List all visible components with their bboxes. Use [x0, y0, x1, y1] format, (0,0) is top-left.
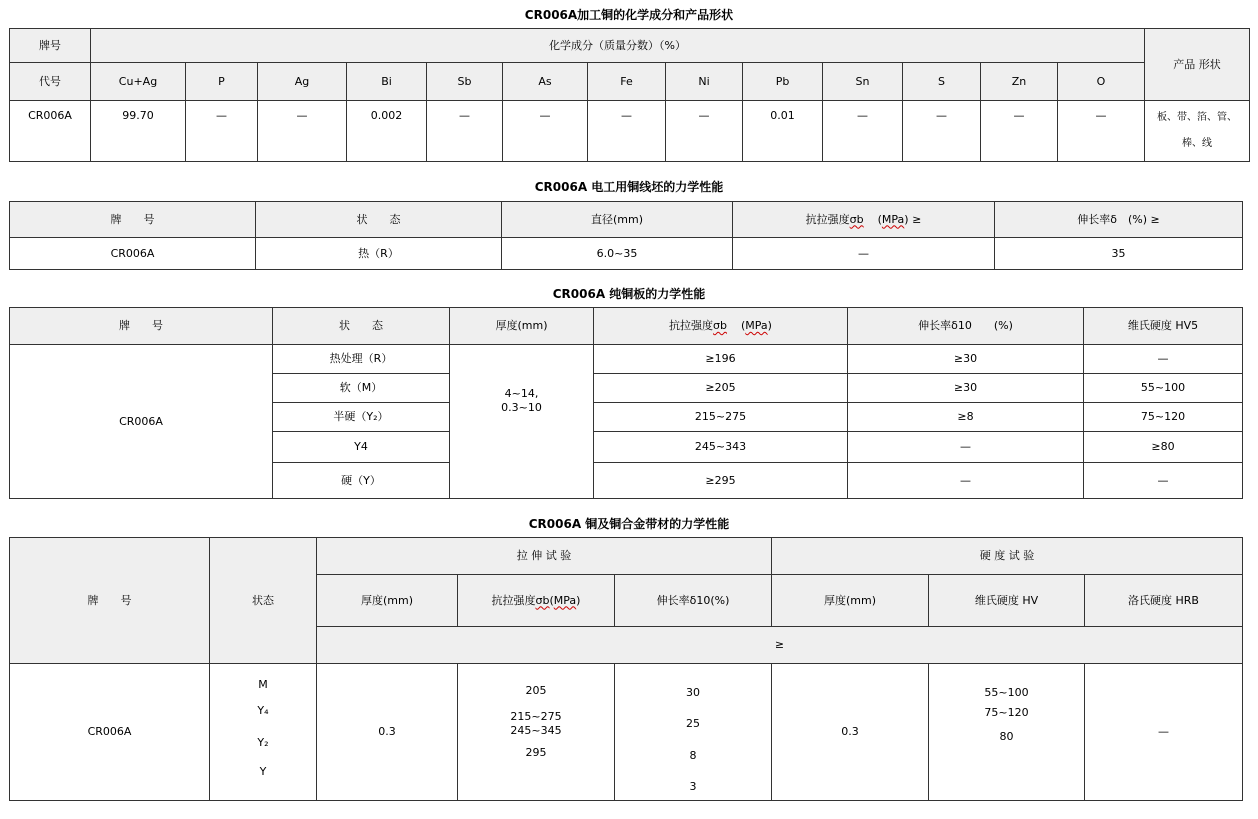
- elongation-cell: ≥30: [848, 374, 1084, 403]
- thickness-cell: 0.3: [772, 664, 929, 801]
- hardness-header: 维氏硬度 HV5: [1084, 308, 1243, 345]
- code-cell: CR006A: [10, 101, 91, 162]
- thickness-header: 厚度(mm): [317, 575, 458, 627]
- elongation-value: 25: [686, 717, 700, 730]
- copper-plate-properties-table: [9, 307, 1243, 499]
- geq-label: ≥: [912, 212, 922, 226]
- value-cell: —: [981, 101, 1058, 162]
- tensile-cell: 215~275: [594, 403, 848, 432]
- elongation-header: 伸长率δ10 (%): [848, 308, 1084, 345]
- tensile-cell: —: [733, 238, 995, 270]
- vickers-value: 80: [999, 730, 1014, 743]
- value-cell: —: [503, 101, 588, 162]
- state-value: M: [258, 678, 268, 691]
- state-cell: [210, 664, 317, 801]
- hardness-cell: ≥80: [1084, 432, 1243, 463]
- element-header: Fe: [588, 63, 666, 101]
- table2-title: CR006A 电工用铜线坯的力学性能: [534, 180, 724, 194]
- thickness-line: 4~14,: [504, 387, 539, 400]
- tensile-value: 215~275: [510, 710, 562, 723]
- table3-title: CR006A 纯铜板的力学性能: [552, 287, 706, 301]
- hardness-cell: —: [1084, 345, 1243, 374]
- unit-label: MPa: [553, 593, 577, 607]
- value-cell: 0.01: [743, 101, 823, 162]
- vickers-cell: [929, 664, 1085, 801]
- value-cell: 0.002: [347, 101, 427, 162]
- hardness-test-header: 硬 度 试 验: [772, 538, 1243, 575]
- tensile-cell: ≥295: [594, 463, 848, 499]
- table4-title: CR006A 铜及铜合金带材的力学性能: [528, 517, 730, 531]
- grade-cell: CR006A: [10, 664, 210, 801]
- value-cell: —: [1058, 101, 1145, 162]
- element-header: S: [903, 63, 981, 101]
- element-header: Cu+Ag: [91, 63, 186, 101]
- elongation-cell: [615, 664, 772, 801]
- value-cell: —: [588, 101, 666, 162]
- state-header: 状 态: [256, 202, 502, 238]
- tensile-cell: ≥196: [594, 345, 848, 374]
- vickers-value: 75~120: [984, 706, 1029, 719]
- state-cell: 硬（Y）: [273, 463, 450, 499]
- tensile-value: 245~345: [510, 724, 562, 737]
- strip-properties-table: [9, 537, 1243, 801]
- table-row: [10, 345, 1243, 374]
- diameter-cell: 6.0~35: [502, 238, 733, 270]
- elongation-value: 30: [686, 686, 700, 699]
- value-cell: 99.70: [91, 101, 186, 162]
- element-header: Sb: [427, 63, 503, 101]
- state-value: Y₂: [257, 736, 269, 749]
- element-header: P: [186, 63, 258, 101]
- minimum-marker: ≥: [317, 627, 1243, 664]
- element-header: Zn: [981, 63, 1058, 101]
- table-row: [10, 101, 1250, 162]
- elongation-header: 伸长率δ10(%): [615, 575, 772, 627]
- grade-cell: CR006A: [10, 238, 256, 270]
- value-cell: —: [186, 101, 258, 162]
- thickness-line: 0.3~10: [501, 401, 542, 414]
- state-value: Y: [259, 765, 267, 778]
- element-header: Ag: [258, 63, 347, 101]
- value-cell: —: [427, 101, 503, 162]
- element-header: As: [503, 63, 588, 101]
- grade-header: 牌 号: [10, 308, 273, 345]
- product-form-header: 产品 形状: [1145, 29, 1250, 101]
- thickness-header: 厚度(mm): [450, 308, 594, 345]
- elongation-header: 伸长率δ (%) ≥: [995, 202, 1243, 238]
- elongation-cell: 35: [995, 238, 1243, 270]
- element-header: Sn: [823, 63, 903, 101]
- elongation-value: 3: [689, 780, 697, 793]
- rockwell-header: 洛氏硬度 HRB: [1085, 575, 1243, 627]
- thickness-cell: [450, 345, 594, 499]
- tensile-header: 抗拉强度σb (MPa) ≥: [733, 202, 995, 238]
- value-cell: —: [823, 101, 903, 162]
- thickness-cell: 0.3: [317, 664, 458, 801]
- hardness-cell: 55~100: [1084, 374, 1243, 403]
- table-row: [10, 664, 1243, 801]
- elongation-value: 8: [689, 749, 697, 762]
- value-cell: —: [903, 101, 981, 162]
- element-header: Pb: [743, 63, 823, 101]
- product-form-cell: 板、带、箔、管、棒、线: [1145, 101, 1250, 162]
- table1-title: CR006A加工铜的化学成分和产品形状: [524, 8, 734, 22]
- code-header: 代号: [10, 63, 91, 101]
- grade-header: 牌 号: [10, 202, 256, 238]
- state-cell: 热（R）: [256, 238, 502, 270]
- tensile-value: 295: [525, 746, 547, 759]
- sigma-symbol: σb: [713, 319, 727, 332]
- tensile-value: 205: [525, 684, 547, 697]
- element-header: Bi: [347, 63, 427, 101]
- vickers-header: 维氏硬度 HV: [929, 575, 1085, 627]
- grade-header: 牌 号: [10, 538, 210, 664]
- grade-cell: CR006A: [10, 345, 273, 499]
- tension-test-header: 拉 伸 试 验: [317, 538, 772, 575]
- elongation-cell: ≥8: [848, 403, 1084, 432]
- elongation-cell: —: [848, 463, 1084, 499]
- tensile-label: 抗拉强度: [669, 319, 714, 332]
- sigma-symbol: σb: [535, 593, 550, 607]
- elongation-cell: —: [848, 432, 1084, 463]
- hardness-cell: —: [1084, 463, 1243, 499]
- unit-label: MPa: [881, 212, 905, 226]
- tensile-header: 抗拉强度σb(MPa): [458, 575, 615, 627]
- grade-header: 牌号: [10, 29, 91, 63]
- tensile-cell: 245~343: [594, 432, 848, 463]
- tensile-cell: ≥205: [594, 374, 848, 403]
- rockwell-cell: —: [1085, 664, 1243, 801]
- state-header: 状 态: [273, 308, 450, 345]
- tensile-header: 抗拉强度σb (MPa): [594, 308, 848, 345]
- tensile-cell: [458, 664, 615, 801]
- elongation-cell: ≥30: [848, 345, 1084, 374]
- wire-rod-properties-table: [9, 201, 1243, 270]
- hardness-cell: 75~120: [1084, 403, 1243, 432]
- state-cell: 半硬（Y₂）: [273, 403, 450, 432]
- thickness-header: 厚度(mm): [772, 575, 929, 627]
- element-header: O: [1058, 63, 1145, 101]
- chemical-composition-header: 化学成分（质量分数）（%）: [91, 29, 1145, 63]
- unit-label: MPa: [745, 319, 768, 332]
- table-row: [10, 238, 1243, 270]
- diameter-header: 直径(mm): [502, 202, 733, 238]
- sigma-symbol: σb: [849, 212, 864, 226]
- state-header: 状态: [210, 538, 317, 664]
- state-cell: 软（M）: [273, 374, 450, 403]
- state-value: Y₄: [257, 704, 269, 717]
- tensile-label: 抗拉强度: [491, 593, 536, 607]
- state-cell: Y4: [273, 432, 450, 463]
- tensile-label: 抗拉强度: [805, 212, 850, 226]
- state-cell: 热处理（R）: [273, 345, 450, 374]
- vickers-value: 55~100: [984, 686, 1029, 699]
- value-cell: —: [258, 101, 347, 162]
- element-header: Ni: [666, 63, 743, 101]
- value-cell: —: [666, 101, 743, 162]
- chemical-composition-table: [9, 28, 1250, 162]
